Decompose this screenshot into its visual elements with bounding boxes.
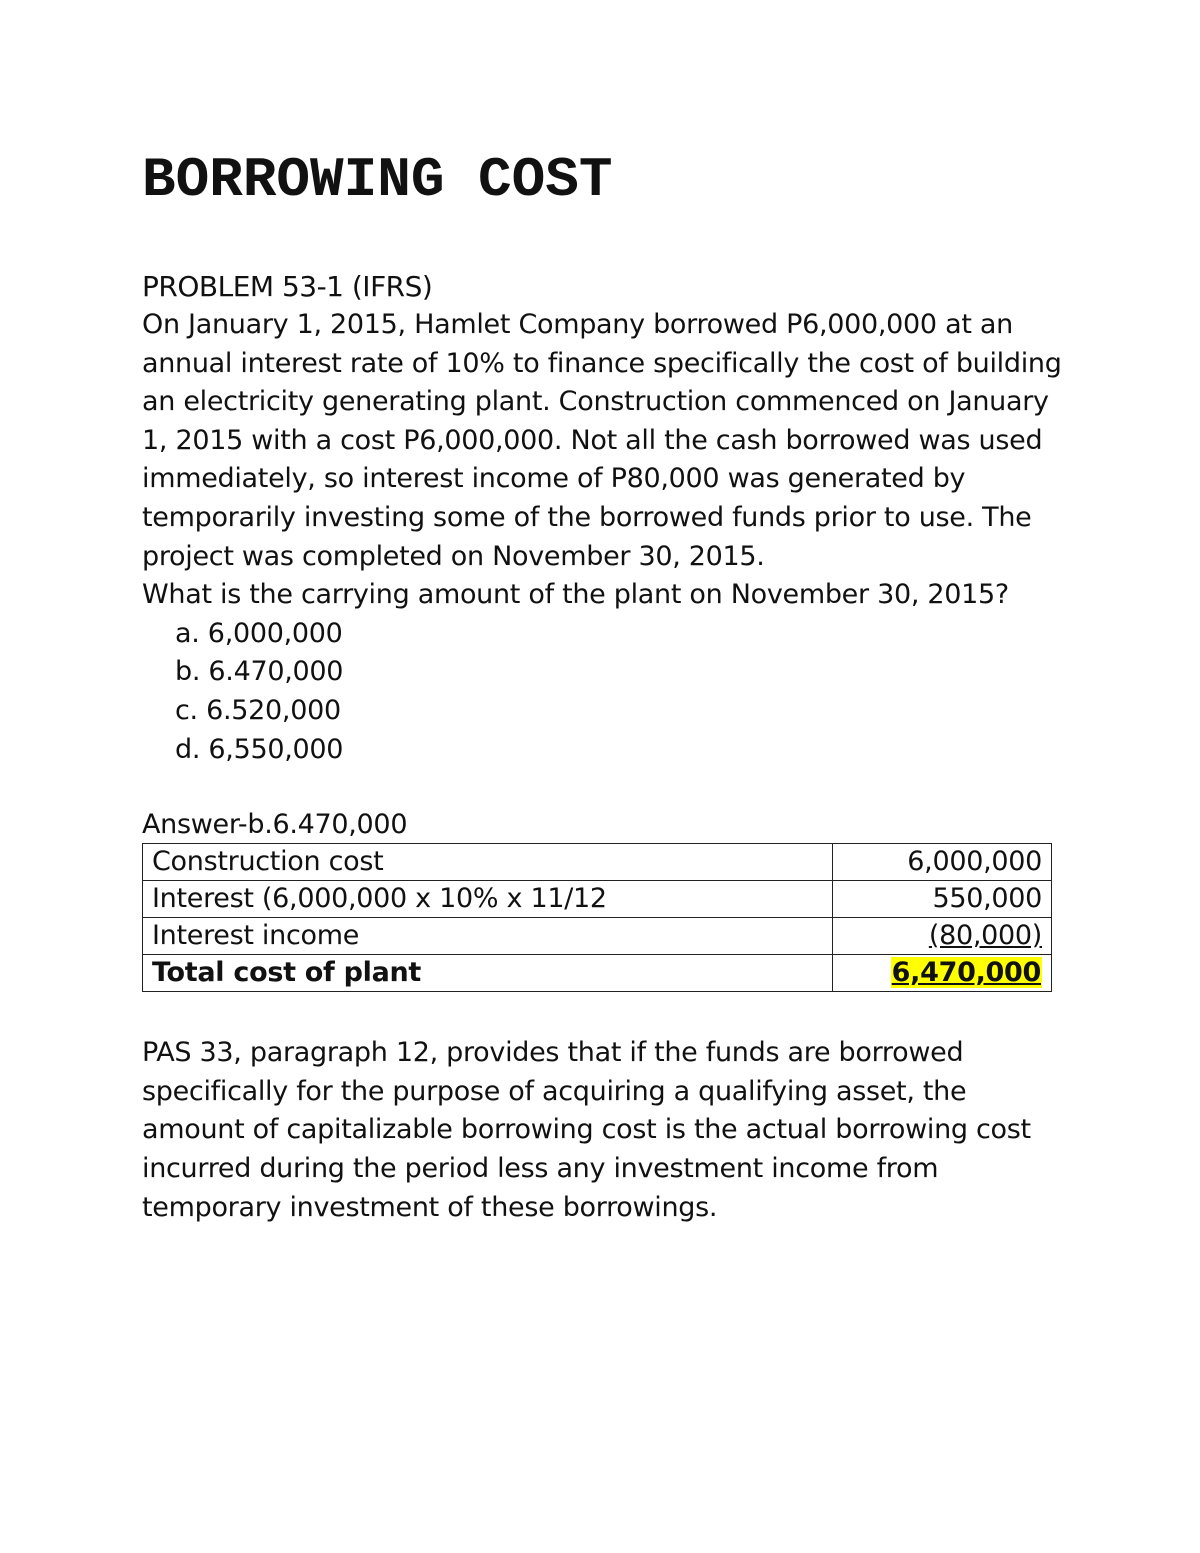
row-amount: 6,000,000 xyxy=(833,844,1052,881)
total-row xyxy=(143,955,1052,992)
document-page xyxy=(142,148,1062,1227)
row-label: Interest (6,000,000 x 10% x 11/12 xyxy=(143,881,833,918)
choice-c: c. 6.520,000 xyxy=(175,694,341,726)
problem-heading: PROBLEM 53-1 (IFRS) xyxy=(142,270,433,303)
row-amount xyxy=(833,918,1052,955)
table-row xyxy=(143,881,1052,918)
problem-text: On January 1, 2015, Hamlet Company borrowed P6,000,000 at an annual interest rate of 10% to finance specifically the cost of building an electricity generating plant. Construction commenced on January 1, 2015 with a cost P6,000,000. Not all the cash borrowed was used immediately, so interest income of P80,000 was generated by temporarily investing some of the borrowed funds prior to use. The project was completed on November 30, 2015. xyxy=(142,309,1062,572)
total-amount-highlighted: 6,470,000 xyxy=(891,957,1041,989)
document-title: BORROWING COST xyxy=(142,148,613,212)
total-amount-cell xyxy=(833,955,1052,992)
choice-b: b. 6.470,000 xyxy=(175,656,344,688)
choice-a: a. 6,000,000 xyxy=(175,617,343,649)
answer-line: Answer-b.6.470,000 xyxy=(142,809,408,841)
question-text: What is the carrying amount of the plant on November 30, 2015? xyxy=(142,579,1009,611)
interest-income-amount: (80,000) xyxy=(928,920,1042,952)
choice-d: d. 6,550,000 xyxy=(175,733,344,765)
answer-choices xyxy=(142,615,1062,769)
explanation-text: PAS 33, paragraph 12, provides that if the funds are borrowed specifically for the purpose of acquiring a qualifying asset, the amount of capitalizable borrowing cost is the actual borrowing cost incurred during the period less any investment income from temporary investment of these borrowings. xyxy=(142,1037,1031,1223)
total-label: Total cost of plant xyxy=(143,955,833,992)
table-row xyxy=(143,844,1052,881)
solution-table xyxy=(142,843,1052,992)
row-amount: 550,000 xyxy=(833,881,1052,918)
row-label: Construction cost xyxy=(143,844,833,881)
row-label: Interest income xyxy=(143,918,833,955)
table-row xyxy=(143,918,1052,955)
